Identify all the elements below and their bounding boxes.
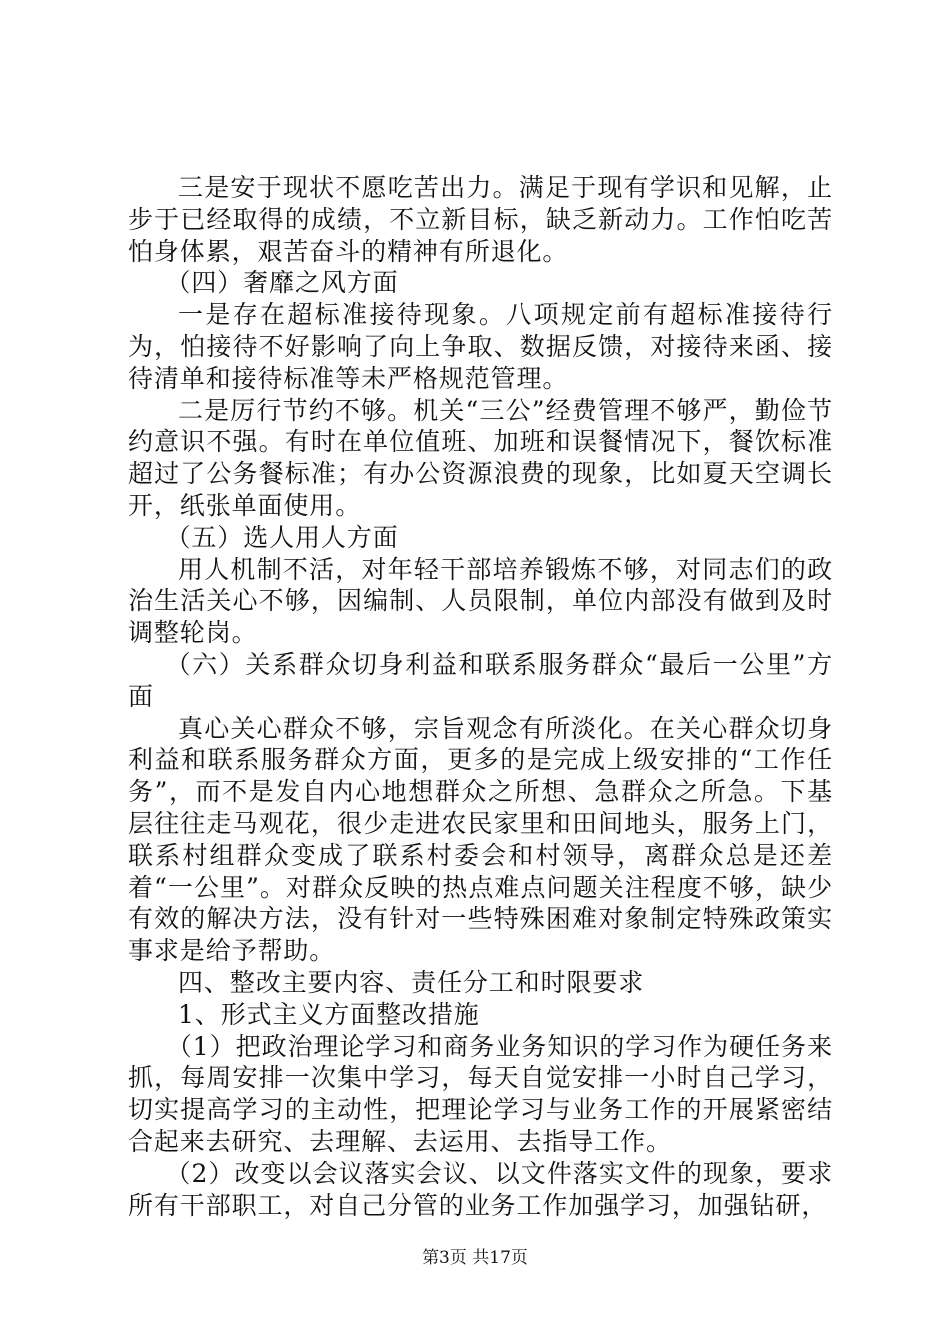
paragraph: 用人机制不活，对年轻干部培养锻炼不够，对同志们的政治生活关心不够，因编制、人员限制，单位内部没有做到及时调整轮岗。 — [128, 554, 833, 648]
section-heading: （四）奢靡之风方面 — [165, 268, 399, 298]
section-heading: （六）关系群众切身利益和联系服务群众“最后一公里”方面 — [128, 649, 833, 711]
paragraph: 真心关心群众不够，宗旨观念有所淡化。在关心群众切身利益和联系服务群众方面，更多的是完成上级安排的“工作任务”，而不是发自内心地想群众之所想、急群众之所急。下基层往往走马观花，很少走进农民家里和田间地头，服务上门，联系村组群众变成了联系村委会和村领导，离群众总是还差着“一公里”。对群众反映的热点难点问题关注程度不够，缺少有效的解决方法，没有针对一些特殊困难对象制定特殊政策实事求是给予帮助。 — [128, 713, 833, 966]
list-item: （2）改变以会议落实会议、以文件落实文件的现象，要求所有干部职工，对自己分管的业务工作加强学习，加强钻研， — [128, 1158, 833, 1220]
list-item: （1）把政治理论学习和商务业务知识的学习作为硬任务来抓，每周安排一次集中学习，每天自觉安排一小时自己学习，切实提高学习的主动性，把理论学习与业务工作的开展紧密结合起来去研究、去理解、去运用、去指导工作。 — [128, 1031, 833, 1156]
document-body — [128, 172, 833, 1221]
paragraph: 一是存在超标准接待现象。八项规定前有超标准接待行为，怕接待不好影响了向上争取、数据反馈，对接待来函、接待清单和接待标准等未严格规范管理。 — [128, 300, 833, 393]
paragraph: 三是安于现状不愿吃苦出力。满足于现有学识和见解，止步于已经取得的成绩，不立新目标，缺乏新动力。工作怕吃苦怕身体累，艰苦奋斗的精神有所退化。 — [128, 173, 833, 266]
section-heading: 四、整改主要内容、责任分工和时限要求 — [178, 967, 645, 997]
subsection-heading: 1、形式主义方面整改措施 — [178, 999, 480, 1029]
section-heading: （五）选人用人方面 — [165, 522, 399, 552]
page-number-footer: 第3页 共17页 — [422, 1248, 528, 1268]
paragraph: 二是厉行节约不够。机关“三公”经费管理不够严，勤俭节约意识不强。有时在单位值班、加班和误餐情况下，餐饮标准超过了公务餐标准；有办公资源浪费的现象，比如夏天空调长开，纸张单面使用。 — [128, 395, 833, 520]
